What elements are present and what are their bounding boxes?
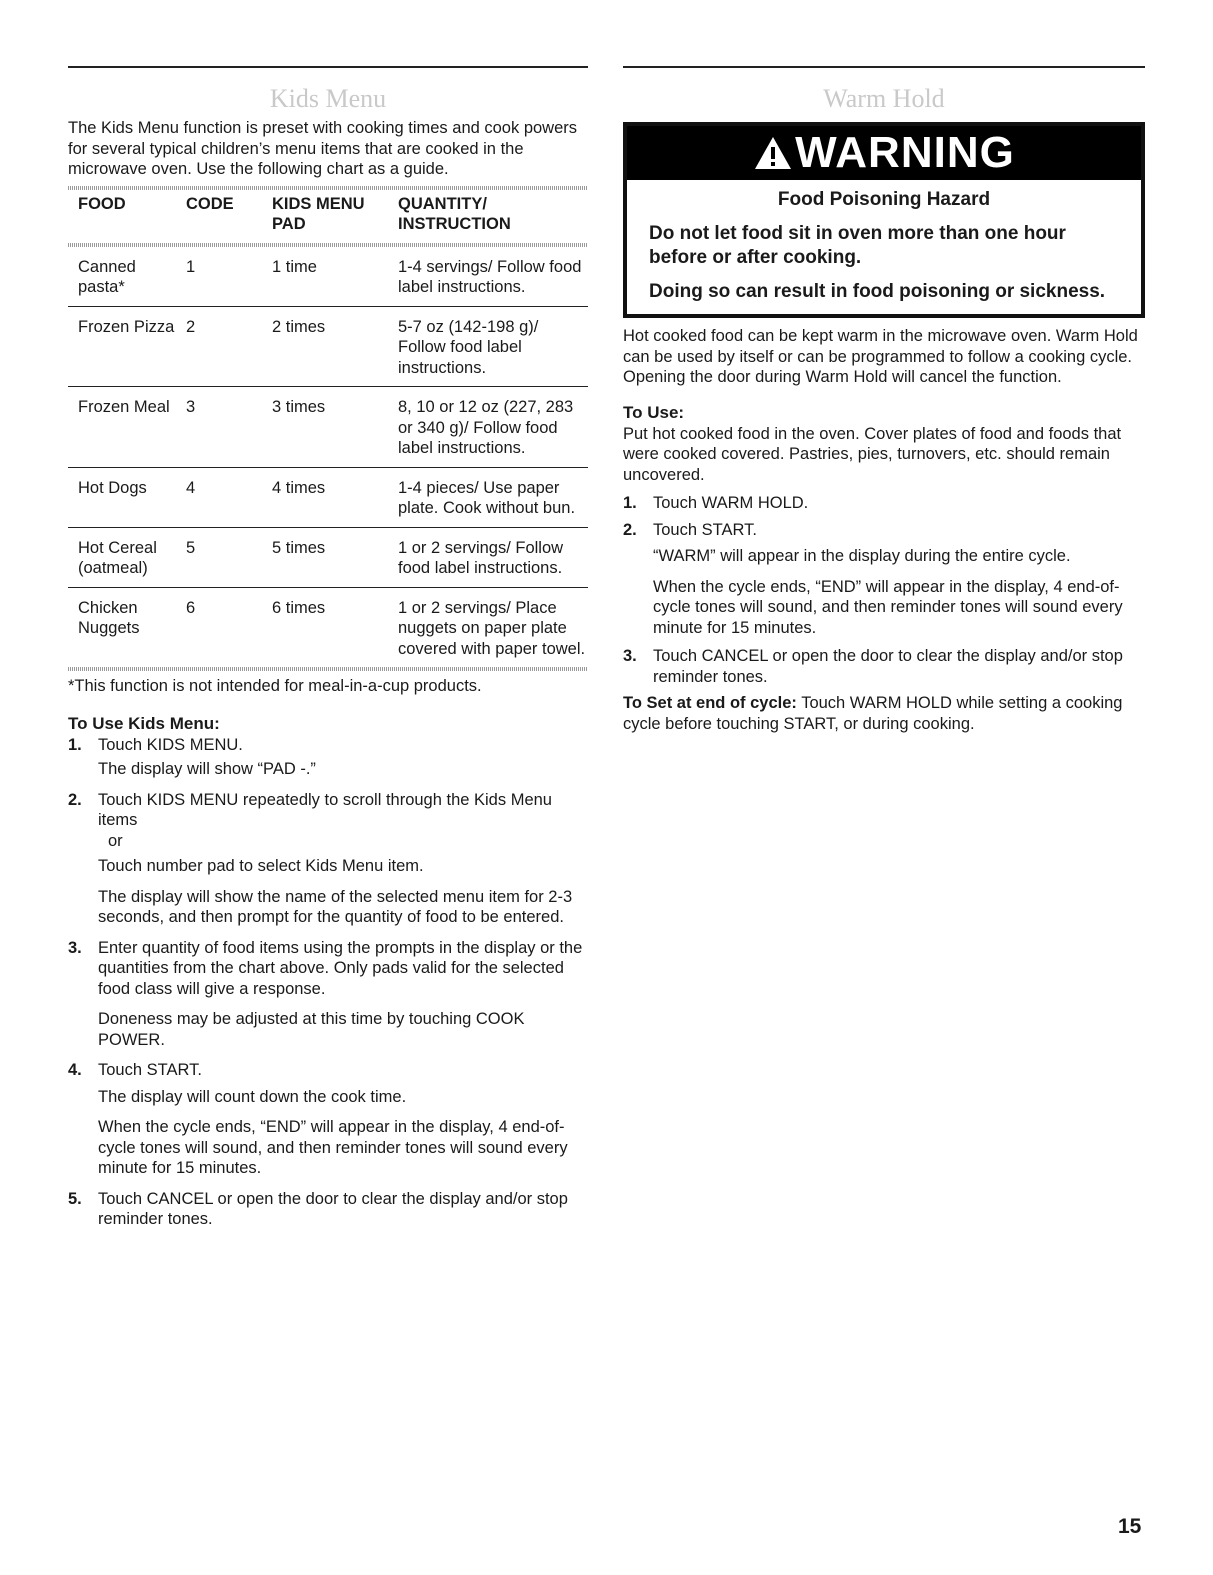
pad-cell: 2 times [272,306,398,387]
quantity-cell: 8, 10 or 12 oz (227, 283 or 340 g)/ Follow food label instructions. [398,387,588,468]
table-row [68,527,588,587]
step-note: The display will show the name of the selected menu item for 2-3 seconds, and then prompt for the quantity of food to be entered. [98,887,573,926]
step-text: Touch WARM HOLD. [653,494,809,512]
warm-hold-steps [623,493,1145,687]
step-text: Touch CANCEL or open the door to clear the display and/or stop reminder tones. [98,1189,568,1228]
step-item [623,520,1145,639]
warning-line-1: Do not let food sit in oven more than one hour before or after cooking. [649,223,1066,268]
page-number: 15 [1118,1515,1142,1538]
quantity-cell: 1 or 2 servings/ Place nuggets on paper plate covered with paper towel. [398,587,588,667]
kids-menu-title: Kids Menu [269,84,387,113]
step-item [623,646,1145,687]
kids-menu-section [68,66,588,1230]
food-cell: Chicken Nuggets [68,587,186,667]
header-quantity: QUANTITY/ INSTRUCTION [398,194,511,233]
warm-hold-section [623,66,1145,734]
step-number: 4. [68,1061,82,1079]
table-row [68,467,588,527]
kids-menu-steps [68,735,588,1230]
step-number: 3. [623,647,637,665]
pad-cell: 6 times [272,587,398,667]
to-use-kids-menu-heading: To Use Kids Menu: [68,713,220,733]
warning-line-2: Doing so can result in food poisoning or sickness. [649,281,1106,302]
set-end-label: To Set at end of cycle: [623,694,797,712]
code-cell: 6 [186,587,272,667]
code-cell: 5 [186,527,272,587]
table-header-row [68,190,588,243]
code-cell: 3 [186,387,272,468]
warm-hold-intro: Hot cooked food can be kept warm in the microwave oven. Warm Hold can be used by itself or can be programmed to follow a cooking cycle. Opening the door during Warm Hold will cancel the function. [623,327,1138,386]
step-note: Doneness may be adjusted at this time by touching COOK POWER. [98,1010,525,1049]
step-item [68,938,588,1051]
step-item [68,735,588,780]
step-number: 3. [68,938,82,957]
warning-body [627,180,1141,314]
pad-cell: 3 times [272,387,398,468]
top-rule [68,66,588,68]
header-food: FOOD [78,194,126,213]
step-number: 2. [68,790,82,809]
table-footnote: *This function is not intended for meal-in-a-cup products. [68,677,482,695]
step-item [68,1189,588,1230]
code-cell: 4 [186,467,272,527]
food-cell: Hot Dogs [68,467,186,527]
warning-box [623,122,1145,318]
step-note: When the cycle ends, “END” will appear in the display, 4 end-of-cycle tones will sound, and then reminder tones will sound every minute for 15 minutes. [653,577,1123,637]
food-cell: Frozen Meal [68,387,186,468]
food-cell: Hot Cereal (oatmeal) [68,527,186,587]
pad-cell: 4 times [272,467,398,527]
quantity-cell: 1-4 pieces/ Use paper plate. Cook without bun. [398,467,588,527]
set-end-of-cycle [623,693,1145,734]
hazard-title: Food Poisoning Hazard [777,189,991,210]
pad-cell: 1 time [272,257,317,276]
step-number: 1. [68,735,82,754]
step-note: “WARM” will appear in the display during the entire cycle. [653,547,1071,565]
step-number: 2. [623,520,637,539]
step-note: The display will count down the cook time. [98,1087,407,1106]
warning-label: WARNING [795,128,1015,177]
quantity-cell: 5-7 oz (142-198 g)/ Follow food label instructions. [398,306,588,387]
step-item [68,790,588,928]
table-row [68,587,588,667]
step-note: Touch number pad to select Kids Menu item. [98,857,424,875]
set-end-text: Touch WARM HOLD while setting a cooking cycle before touching START, or during cooking. [623,694,1123,733]
food-cell: Frozen Pizza [68,306,186,387]
header-pad: KIDS MENU PAD [272,194,365,233]
quantity-cell: 1-4 servings/ Follow food label instructions. [398,257,582,296]
step-text: Touch CANCEL or open the door to clear the display and/or stop reminder tones. [653,647,1123,686]
step-number: 1. [623,494,637,512]
code-cell: 2 [186,306,272,387]
step-or: or [108,831,123,850]
to-use-text: Put hot cooked food in the oven. Cover plates of food and foods that were cooked covered. Pastries, pies, turnovers, etc. should remain uncovered. [623,424,1122,484]
table-bottom-rule [68,667,588,671]
step-text: Touch KIDS MENU. [98,735,243,754]
table-row [68,306,588,387]
step-number: 5. [68,1189,82,1208]
header-code: CODE [186,194,234,213]
step-item [623,493,1145,514]
step-note: The display will show “PAD -.” [98,760,316,778]
pad-cell: 5 times [272,527,398,587]
food-cell: Canned pasta* [78,257,136,296]
quantity-cell: 1 or 2 servings/ Follow food label instructions. [398,527,588,587]
warm-hold-title: Warm Hold [823,84,945,113]
kids-menu-table [68,190,588,668]
code-cell: 1 [186,257,196,276]
table-row [68,387,588,468]
warning-header [627,126,1141,180]
step-note: When the cycle ends, “END” will appear in the display, 4 end-of-cycle tones will sound, and then reminder tones will sound every minute for 15 minutes. [98,1118,568,1177]
step-item [68,1060,588,1179]
top-rule [623,66,1145,68]
step-text: Touch START. [98,1061,202,1079]
step-text: Touch START. [653,520,757,539]
to-use-heading: To Use: [623,402,685,422]
table-row [68,247,588,307]
step-text: Touch KIDS MENU repeatedly to scroll through the Kids Menu items [98,790,552,829]
kids-menu-intro: The Kids Menu function is preset with cooking times and cook powers for several typical children’s menu items that are cooked in the microwave oven. Use the following chart as a guide. [68,119,578,178]
step-text: Enter quantity of food items using the prompts in the display or the quantities from the chart above. Only pads valid for the selected food class will give a response. [98,938,583,998]
warning-triangle-icon [753,135,793,171]
